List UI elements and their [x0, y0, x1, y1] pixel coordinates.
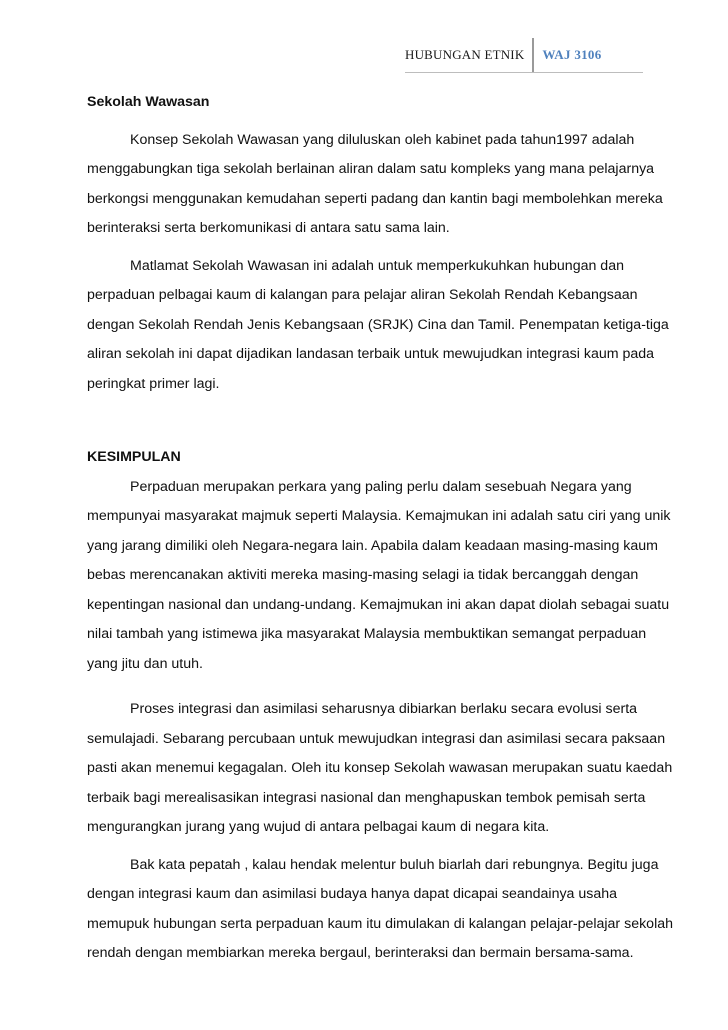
header-rule	[405, 72, 643, 73]
paragraph: Bak kata pepatah , kalau hendak melentur buluh biarlah dari rebungnya. Begitu juga dengan integrasi kaum dan asimilasi budaya hanya dapat dicapai seandainya usaha memupuk hubungan serta perpaduan kaum itu dimulakan di kalangan pelajar-pelajar sekolah rendah dengan membiarkan mereka bergaul, berinteraksi dan bermain bersama-sama.	[87, 856, 674, 961]
section-heading-kesimpulan: KESIMPULAN	[87, 449, 181, 465]
header-course-title: HUBUNGAN ETNIK	[405, 47, 525, 62]
header-course-code: WAJ 3106	[542, 47, 602, 62]
page-header	[405, 38, 602, 72]
section-heading-sekolah-wawasan: Sekolah Wawasan	[87, 94, 210, 110]
paragraph: Konsep Sekolah Wawasan yang diluluskan oleh kabinet pada tahun1997 adalah menggabungkan tiga sekolah berlainan aliran dalam satu kompleks yang mana pelajarnya berkongsi menggunakan kemudahan seperti padang dan kantin bagi membolehkan mereka berinteraksi serta berkomunikasi di antara satu sama lain.	[87, 131, 663, 236]
document-body	[87, 88, 677, 977]
paragraph: Proses integrasi dan asimilasi seharusnya dibiarkan berlaku secara evolusi serta semulajadi. Sebarang percubaan untuk mewujudkan integrasi dan asimilasi secara paksaan pasti akan menemui kegagalan. Oleh itu konsep Sekolah wawasan merupakan suatu kaedah terbaik bagi merealisasikan integrasi nasional dan menghapuskan tembok pemisah serta mengurangkan jurang yang wujud di antara pelbagai kaum di negara kita.	[87, 701, 673, 835]
paragraph: Matlamat Sekolah Wawasan ini adalah untuk memperkukuhkan hubungan dan perpaduan pelbagai kaum di kalangan para pelajar aliran Sekolah Rendah Kebangsaan dengan Sekolah Rendah Jenis Kebangsaan (SRJK) Cina dan Tamil. Penempatan ketiga-tiga aliran sekolah ini dapat dijadikan landasan terbaik untuk mewujudkan integrasi kaum pada peringkat primer lagi.	[87, 257, 669, 392]
paragraph: Perpaduan merupakan perkara yang paling perlu dalam sesebuah Negara yang mempunyai masyarakat majmuk seperti Malaysia. Kemajmukan ini adalah satu ciri yang unik yang jarang dimiliki oleh Negara-negara lain. Apabila dalam keadaan masing-masing kaum bebas merencanakan aktiviti mereka masing-masing selagi ia tidak bercanggah dengan kepentingan nasional dan undang-undang. Kemajmukan ini akan dapat diolah sebagai suatu nilai tambah yang istimewa jika masyarakat Malaysia membuktikan semangat perpaduan yang jitu dan utuh.	[87, 478, 671, 672]
